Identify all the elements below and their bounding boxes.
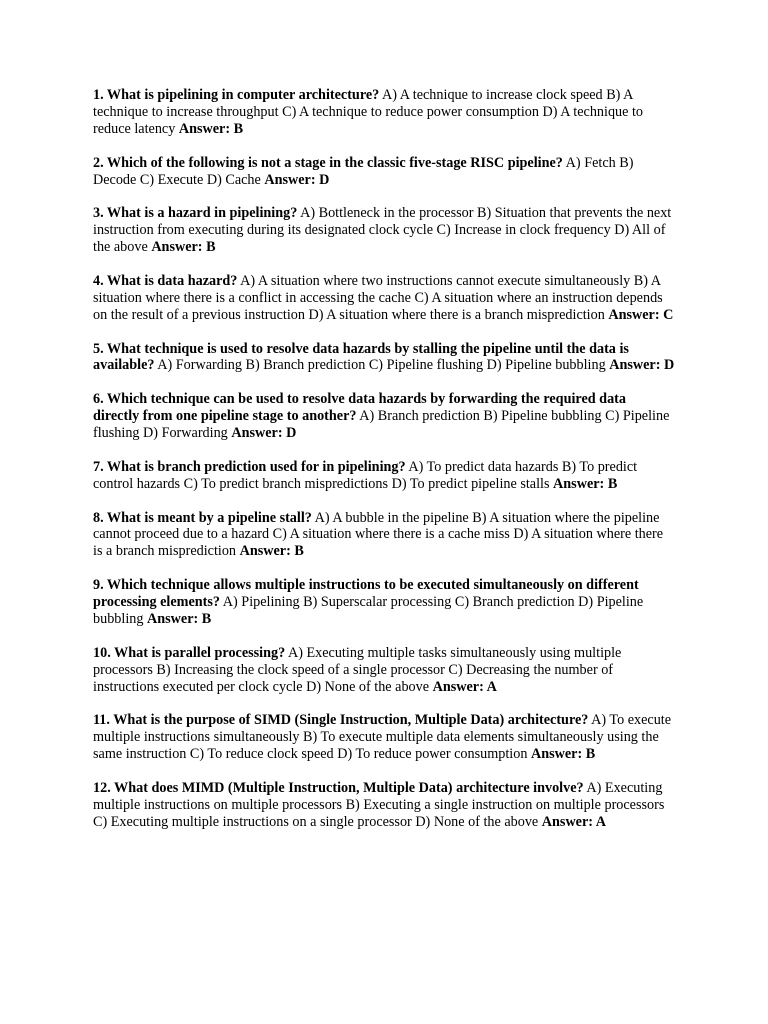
question-answer: Answer: B <box>178 120 244 137</box>
question-title: 2. Which of the following is not a stage in the classic five-stage RISC pipeline? <box>93 154 563 171</box>
question-options: A) A technique to increase clock speed B) A technique to increase throughput C) A technique to reduce power consumption D) A technique to reduce latency <box>93 87 644 137</box>
question-title: 3. What is a hazard in pipelining? <box>93 205 298 222</box>
question-title: 4. What is data hazard? <box>93 272 238 289</box>
question-options: A) Bottleneck in the processor B) Situation that prevents the next instruction from executing during its designated clock cycle C) Increase in clock frequency D) All of the above <box>93 205 672 256</box>
question-title: 5. What technique is used to resolve data hazards by stalling the pipeline until the data is available? <box>93 340 629 374</box>
question-6 <box>93 391 675 442</box>
question-options: A) Executing multiple tasks simultaneously using multiple processors B) Increasing the clock speed of a single processor C) Decreasing the number of instructions executed per clock cycle D) None of the above <box>93 644 622 695</box>
question-title: 12. What does MIMD (Multiple Instruction, Multiple Data) architecture involve? <box>93 779 584 796</box>
question-title: 10. What is parallel processing? <box>93 644 286 661</box>
question-12 <box>93 780 675 831</box>
question-answer: Answer: C <box>608 306 674 323</box>
question-answer: Answer: B <box>239 543 304 560</box>
question-answer: Answer: B <box>553 475 618 492</box>
question-answer: Answer: D <box>264 171 330 188</box>
question-answer: Answer: B <box>151 239 216 256</box>
question-9 <box>93 577 675 628</box>
question-options: A) Forwarding B) Branch prediction C) Pipeline flushing D) Pipeline bubbling <box>157 357 606 374</box>
question-options: A) Executing multiple instructions on multiple processors B) Executing a single instruction on multiple processors C) Executing multiple instructions on a single processor D) None of the above <box>93 779 665 830</box>
question-answer: Answer: B <box>530 746 596 763</box>
question-options: A) To predict data hazards B) To predict control hazards C) To predict branch mispredictions D) To predict pipeline stalls <box>93 458 638 492</box>
question-options: A) Fetch B) Decode C) Execute D) Cache <box>93 154 634 188</box>
question-options: A) To execute multiple instructions simultaneously B) To execute multiple data elements simultaneously using the same instruction C) To reduce clock speed D) To reduce power consumption <box>93 712 672 763</box>
question-7 <box>93 459 675 493</box>
question-answer: Answer: A <box>432 678 497 695</box>
question-title: 8. What is meant by a pipeline stall? <box>93 509 312 526</box>
question-options: A) Branch prediction B) Pipeline bubbling C) Pipeline flushing D) Forwarding <box>93 408 670 442</box>
question-options: A) A situation where two instructions cannot execute simultaneously B) A situation where there is a conflict in accessing the cache C) A situation where an instruction depends on the result of a previous instruction D) A situation where there is a branch misprediction <box>93 272 663 323</box>
question-options: A) Pipelining B) Superscalar processing C) Branch prediction D) Pipeline bubbling <box>93 594 644 627</box>
question-title: 6. Which technique can be used to resolve data hazards by forwarding the required data directly from one pipeline stage to another? <box>93 391 626 425</box>
question-title: 11. What is the purpose of SIMD (Single Instruction, Multiple Data) architecture? <box>93 712 589 729</box>
question-5 <box>93 341 675 375</box>
question-10 <box>93 645 675 696</box>
question-answer: Answer: D <box>609 357 675 374</box>
question-options: A) A bubble in the pipeline B) A situation where the pipeline cannot proceed due to a hazard C) A situation where there is a cache miss D) A situation where there is a branch misprediction <box>93 509 664 560</box>
question-2 <box>93 155 675 189</box>
question-answer: Answer: D <box>231 425 297 442</box>
question-answer: Answer: B <box>147 610 212 627</box>
question-8 <box>93 510 675 561</box>
question-11 <box>93 712 675 763</box>
question-title: 1. What is pipelining in computer architecture? <box>93 87 380 103</box>
question-title: 7. What is branch prediction used for in pipelining? <box>93 458 406 475</box>
question-3 <box>93 205 675 256</box>
question-answer: Answer: A <box>541 813 607 830</box>
question-4 <box>93 273 675 324</box>
question-list <box>93 87 675 848</box>
question-1 <box>93 87 675 138</box>
question-title: 9. Which technique allows multiple instructions to be executed simultaneously on different processing elements? <box>93 577 639 611</box>
